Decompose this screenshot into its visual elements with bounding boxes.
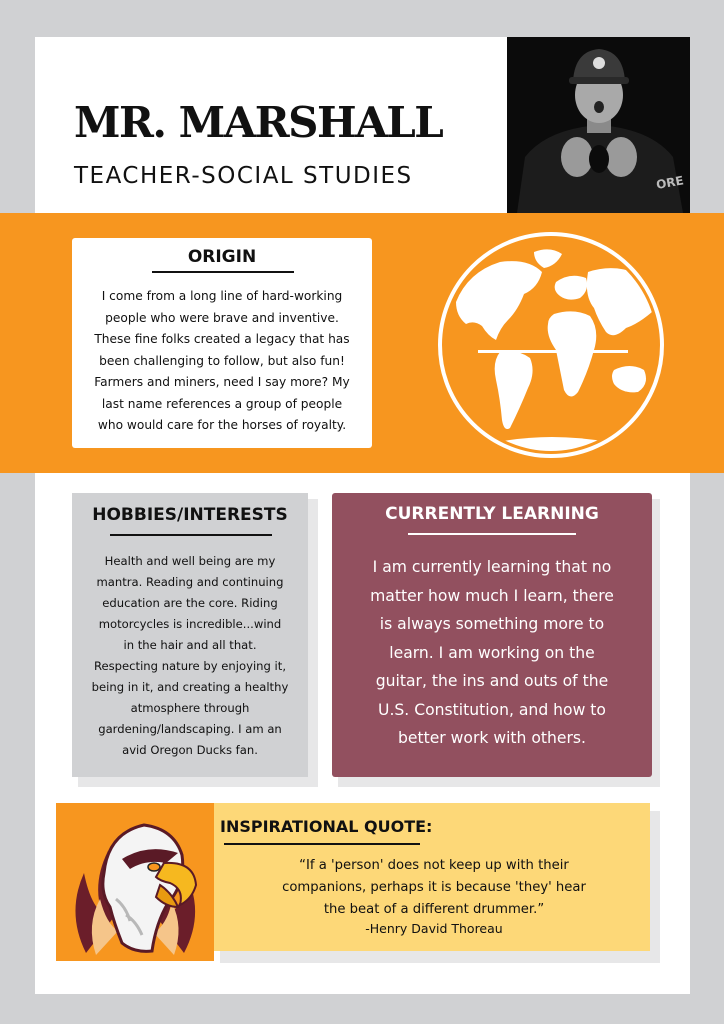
origin-line: who would care for the horses of royalty. [97,418,347,432]
learning-title: CURRENTLY LEARNING [385,504,599,524]
quote-title-underline [224,843,420,845]
origin-line: been challenging to follow, but also fun! [99,353,345,368]
hobbies-line: motorcycles is incredible...wind [98,617,282,631]
origin-card [72,238,372,448]
hobbies-line: atmosphere through [130,701,250,715]
origin-line: These fine folks created a legacy that has [94,332,350,346]
teacher-photo [507,37,690,213]
teacher-photo-illustration [507,37,690,213]
learning-line: matter how much I learn, there [370,586,614,605]
mascot-box [56,803,214,961]
origin-line: I come from a long line of hard-working [101,289,343,303]
eagle-mascot-icon [56,803,214,961]
svg-text:ORE: ORE [655,173,685,192]
origin-line: Farmers and miners, need I say more? My [94,375,350,389]
quote-title: INSPIRATIONAL QUOTE: [220,817,433,836]
origin-title: ORIGIN [187,247,257,267]
hobbies-card [72,493,308,777]
quote-line: “If a 'person' does not keep up with their [299,858,569,873]
origin-line: people who were brave and inventive. [105,310,339,325]
teacher-name: MR. MARSHALL [74,98,443,147]
hobbies-line: Respecting nature by enjoying it, [93,659,287,673]
learning-line: better work with others. [397,729,587,747]
hobbies-line: education are the core. Riding [102,596,278,610]
learning-line: learn. I am working on the [389,643,595,662]
hobbies-line: in the hair and all that. [123,638,257,652]
hobbies-title-underline [110,534,272,536]
learning-line: I am currently learning that no [372,558,612,576]
hobbies-line: gardening/landscaping. I am an [98,722,282,736]
hobbies-line: avid Oregon Ducks fan. [122,743,258,757]
quote-line: companions, perhaps it is because 'they' hear [282,880,586,895]
hobbies-title: HOBBIES/INTERESTS [92,505,288,525]
hobbies-line: being in it, and creating a healthy [91,680,289,694]
learning-line: is always something more to [379,615,605,633]
learning-line: U.S. Constitution, and how to [378,700,606,719]
learning-title-underline [408,533,576,535]
learning-body [346,553,638,753]
quote-card [214,803,650,951]
hobbies-line: mantra. Reading and continuing [96,575,284,589]
origin-body [84,286,360,437]
teacher-role: TEACHER-SOCIAL STUDIES [74,163,413,189]
hobbies-line: Health and well being are my [104,554,276,568]
learning-line: guitar, the ins and outs of the [375,672,609,690]
origin-title-underline [152,271,294,273]
quote-author: -Henry David Thoreau [365,921,503,936]
hobbies-body [82,551,298,761]
quote-line: the beat of a different drummer.” [323,902,545,917]
quote-body [234,855,634,921]
learning-card [332,493,652,777]
globe-icon [438,232,664,458]
origin-line: last name references a group of people [101,396,343,411]
